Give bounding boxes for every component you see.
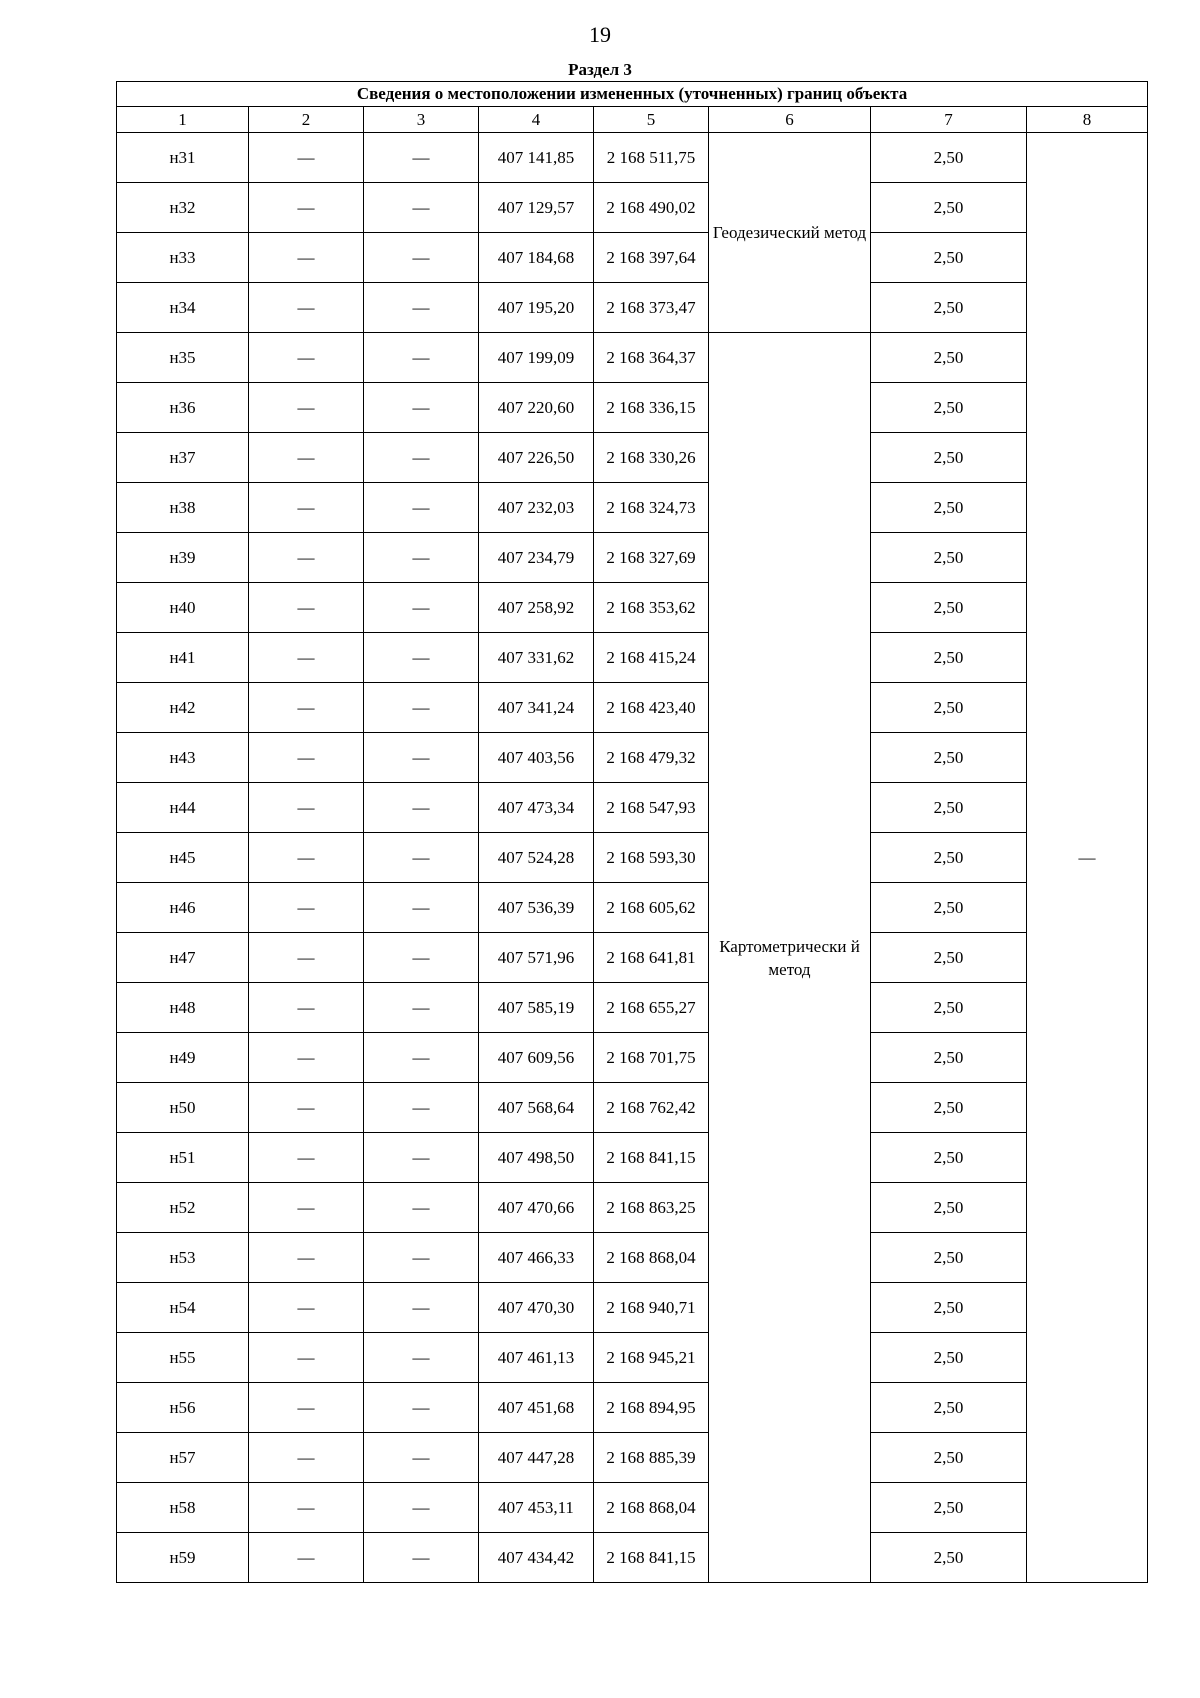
- point-number-cell: н49: [117, 1033, 249, 1083]
- table-row: [117, 833, 1148, 883]
- accuracy-cell: 2,50: [871, 1083, 1027, 1133]
- column-2-cell: —: [249, 183, 364, 233]
- y-coordinate-cell: 2 168 415,24: [594, 633, 709, 683]
- point-number-cell: н57: [117, 1433, 249, 1483]
- table-row: [117, 183, 1148, 233]
- column-3-cell: —: [364, 483, 479, 533]
- accuracy-cell: 2,50: [871, 733, 1027, 783]
- x-coordinate-cell: 407 609,56: [479, 1033, 594, 1083]
- point-number-cell: н48: [117, 983, 249, 1033]
- y-coordinate-cell: 2 168 701,75: [594, 1033, 709, 1083]
- point-number-cell: н50: [117, 1083, 249, 1133]
- y-coordinate-cell: 2 168 423,40: [594, 683, 709, 733]
- x-coordinate-cell: 407 451,68: [479, 1383, 594, 1433]
- column-2-cell: —: [249, 583, 364, 633]
- column-2-cell: —: [249, 1183, 364, 1233]
- table-row: [117, 233, 1148, 283]
- x-coordinate-cell: 407 447,28: [479, 1433, 594, 1483]
- y-coordinate-cell: 2 168 353,62: [594, 583, 709, 633]
- method-cartometric-cell: Картометрически й метод: [709, 333, 871, 1583]
- point-number-cell: н59: [117, 1533, 249, 1583]
- x-coordinate-cell: 407 129,57: [479, 183, 594, 233]
- point-number-cell: н36: [117, 383, 249, 433]
- column-2-cell: —: [249, 383, 364, 433]
- y-coordinate-cell: 2 168 547,93: [594, 783, 709, 833]
- x-coordinate-cell: 407 220,60: [479, 383, 594, 433]
- accuracy-cell: 2,50: [871, 1233, 1027, 1283]
- column-2-cell: —: [249, 1133, 364, 1183]
- column-number: 5: [594, 107, 709, 133]
- y-coordinate-cell: 2 168 490,02: [594, 183, 709, 233]
- y-coordinate-cell: 2 168 641,81: [594, 933, 709, 983]
- column-2-cell: —: [249, 1433, 364, 1483]
- column-3-cell: —: [364, 683, 479, 733]
- y-coordinate-cell: 2 168 841,15: [594, 1533, 709, 1583]
- column-3-cell: —: [364, 933, 479, 983]
- x-coordinate-cell: 407 571,96: [479, 933, 594, 983]
- table-row: [117, 1333, 1148, 1383]
- column-2-cell: —: [249, 1033, 364, 1083]
- point-number-cell: н38: [117, 483, 249, 533]
- table-row: [117, 1183, 1148, 1233]
- accuracy-cell: 2,50: [871, 133, 1027, 183]
- accuracy-cell: 2,50: [871, 183, 1027, 233]
- accuracy-cell: 2,50: [871, 1433, 1027, 1483]
- x-coordinate-cell: 407 341,24: [479, 683, 594, 733]
- table-row: [117, 633, 1148, 683]
- y-coordinate-cell: 2 168 397,64: [594, 233, 709, 283]
- table-caption: Сведения о местоположении измененных (уточненных) границ объекта: [117, 82, 1148, 107]
- table-row: [117, 683, 1148, 733]
- accuracy-cell: 2,50: [871, 633, 1027, 683]
- table-row: [117, 1033, 1148, 1083]
- column-3-cell: —: [364, 733, 479, 783]
- column-number: 4: [479, 107, 594, 133]
- x-coordinate-cell: 407 498,50: [479, 1133, 594, 1183]
- column-2-cell: —: [249, 483, 364, 533]
- table-row: [117, 583, 1148, 633]
- x-coordinate-cell: 407 461,13: [479, 1333, 594, 1383]
- column-3-cell: —: [364, 1133, 479, 1183]
- column-3-cell: —: [364, 133, 479, 183]
- point-number-cell: н33: [117, 233, 249, 283]
- column-number: 6: [709, 107, 871, 133]
- column-2-cell: —: [249, 1533, 364, 1583]
- column-3-cell: —: [364, 883, 479, 933]
- column-2-cell: —: [249, 983, 364, 1033]
- y-coordinate-cell: 2 168 762,42: [594, 1083, 709, 1133]
- point-number-cell: н39: [117, 533, 249, 583]
- column-number: 2: [249, 107, 364, 133]
- point-number-cell: н43: [117, 733, 249, 783]
- column-3-cell: —: [364, 533, 479, 583]
- accuracy-cell: 2,50: [871, 433, 1027, 483]
- table-row: [117, 333, 1148, 383]
- table-row: [117, 433, 1148, 483]
- point-number-cell: н31: [117, 133, 249, 183]
- table-row: [117, 1233, 1148, 1283]
- point-number-cell: н56: [117, 1383, 249, 1433]
- column-number: 7: [871, 107, 1027, 133]
- y-coordinate-cell: 2 168 868,04: [594, 1233, 709, 1283]
- point-number-cell: н44: [117, 783, 249, 833]
- accuracy-cell: 2,50: [871, 1133, 1027, 1183]
- x-coordinate-cell: 407 466,33: [479, 1233, 594, 1283]
- column-3-cell: —: [364, 1483, 479, 1533]
- column-2-cell: —: [249, 933, 364, 983]
- x-coordinate-cell: 407 258,92: [479, 583, 594, 633]
- column-2-cell: —: [249, 133, 364, 183]
- y-coordinate-cell: 2 168 364,37: [594, 333, 709, 383]
- point-number-cell: н37: [117, 433, 249, 483]
- column-3-cell: —: [364, 983, 479, 1033]
- column-3-cell: —: [364, 1233, 479, 1283]
- column-3-cell: —: [364, 1033, 479, 1083]
- point-number-cell: н32: [117, 183, 249, 233]
- y-coordinate-cell: 2 168 841,15: [594, 1133, 709, 1183]
- column-3-cell: —: [364, 1433, 479, 1483]
- x-coordinate-cell: 407 232,03: [479, 483, 594, 533]
- accuracy-cell: 2,50: [871, 1383, 1027, 1433]
- accuracy-cell: 2,50: [871, 1183, 1027, 1233]
- table-row: [117, 383, 1148, 433]
- column-3-cell: —: [364, 333, 479, 383]
- column-number-row: [117, 107, 1148, 133]
- y-coordinate-cell: 2 168 479,32: [594, 733, 709, 783]
- x-coordinate-cell: 407 195,20: [479, 283, 594, 333]
- column-2-cell: —: [249, 1333, 364, 1383]
- column-3-cell: —: [364, 383, 479, 433]
- column-3-cell: —: [364, 833, 479, 883]
- column-2-cell: —: [249, 683, 364, 733]
- accuracy-cell: 2,50: [871, 1533, 1027, 1583]
- x-coordinate-cell: 407 226,50: [479, 433, 594, 483]
- column-3-cell: —: [364, 183, 479, 233]
- table-row: [117, 733, 1148, 783]
- column-3-cell: —: [364, 233, 479, 283]
- table-row: [117, 1133, 1148, 1183]
- y-coordinate-cell: 2 168 511,75: [594, 133, 709, 183]
- point-number-cell: н52: [117, 1183, 249, 1233]
- column-number: 3: [364, 107, 479, 133]
- accuracy-cell: 2,50: [871, 1483, 1027, 1533]
- x-coordinate-cell: 407 585,19: [479, 983, 594, 1033]
- x-coordinate-cell: 407 524,28: [479, 833, 594, 883]
- column-2-cell: —: [249, 833, 364, 883]
- column-2-cell: —: [249, 633, 364, 683]
- accuracy-cell: 2,50: [871, 883, 1027, 933]
- y-coordinate-cell: 2 168 336,15: [594, 383, 709, 433]
- y-coordinate-cell: 2 168 593,30: [594, 833, 709, 883]
- accuracy-cell: 2,50: [871, 283, 1027, 333]
- y-coordinate-cell: 2 168 373,47: [594, 283, 709, 333]
- column-2-cell: —: [249, 1233, 364, 1283]
- column-number: 8: [1027, 107, 1148, 133]
- point-number-cell: н42: [117, 683, 249, 733]
- accuracy-cell: 2,50: [871, 583, 1027, 633]
- column-2-cell: —: [249, 733, 364, 783]
- x-coordinate-cell: 407 434,42: [479, 1533, 594, 1583]
- table-row: [117, 933, 1148, 983]
- x-coordinate-cell: 407 536,39: [479, 883, 594, 933]
- table-row: [117, 533, 1148, 583]
- accuracy-cell: 2,50: [871, 483, 1027, 533]
- point-number-cell: н58: [117, 1483, 249, 1533]
- accuracy-cell: 2,50: [871, 1333, 1027, 1383]
- accuracy-cell: 2,50: [871, 833, 1027, 883]
- point-number-cell: н54: [117, 1283, 249, 1333]
- x-coordinate-cell: 407 473,34: [479, 783, 594, 833]
- x-coordinate-cell: 407 331,62: [479, 633, 594, 683]
- column-2-cell: —: [249, 333, 364, 383]
- table-row: [117, 1283, 1148, 1333]
- point-number-cell: н46: [117, 883, 249, 933]
- column-2-cell: —: [249, 1483, 364, 1533]
- accuracy-cell: 2,50: [871, 383, 1027, 433]
- column-3-cell: —: [364, 583, 479, 633]
- column-3-cell: —: [364, 433, 479, 483]
- table-row: [117, 1383, 1148, 1433]
- table-row: [117, 133, 1148, 183]
- point-number-cell: н51: [117, 1133, 249, 1183]
- point-number-cell: н53: [117, 1233, 249, 1283]
- y-coordinate-cell: 2 168 605,62: [594, 883, 709, 933]
- column-2-cell: —: [249, 233, 364, 283]
- column-2-cell: —: [249, 533, 364, 583]
- x-coordinate-cell: 407 199,09: [479, 333, 594, 383]
- table-row: [117, 783, 1148, 833]
- point-number-cell: н47: [117, 933, 249, 983]
- y-coordinate-cell: 2 168 327,69: [594, 533, 709, 583]
- x-coordinate-cell: 407 141,85: [479, 133, 594, 183]
- table-row: [117, 983, 1148, 1033]
- point-number-cell: н55: [117, 1333, 249, 1383]
- column-3-cell: —: [364, 633, 479, 683]
- x-coordinate-cell: 407 470,66: [479, 1183, 594, 1233]
- accuracy-cell: 2,50: [871, 1033, 1027, 1083]
- y-coordinate-cell: 2 168 655,27: [594, 983, 709, 1033]
- y-coordinate-cell: 2 168 324,73: [594, 483, 709, 533]
- accuracy-cell: 2,50: [871, 983, 1027, 1033]
- y-coordinate-cell: 2 168 894,95: [594, 1383, 709, 1433]
- point-number-cell: н41: [117, 633, 249, 683]
- coordinates-table: [116, 81, 1148, 1583]
- y-coordinate-cell: 2 168 330,26: [594, 433, 709, 483]
- point-number-cell: н34: [117, 283, 249, 333]
- table-row: [117, 283, 1148, 333]
- x-coordinate-cell: 407 403,56: [479, 733, 594, 783]
- table-row: [117, 1483, 1148, 1533]
- accuracy-cell: 2,50: [871, 333, 1027, 383]
- column-2-cell: —: [249, 1283, 364, 1333]
- column-3-cell: —: [364, 1333, 479, 1383]
- point-number-cell: н40: [117, 583, 249, 633]
- table-row: [117, 483, 1148, 533]
- table-row: [117, 1533, 1148, 1583]
- column-2-cell: —: [249, 433, 364, 483]
- column-2-cell: —: [249, 283, 364, 333]
- column-2-cell: —: [249, 883, 364, 933]
- x-coordinate-cell: 407 568,64: [479, 1083, 594, 1133]
- column-3-cell: —: [364, 283, 479, 333]
- column-2-cell: —: [249, 783, 364, 833]
- y-coordinate-cell: 2 168 940,71: [594, 1283, 709, 1333]
- column-8-cell: —: [1027, 133, 1148, 1583]
- y-coordinate-cell: 2 168 945,21: [594, 1333, 709, 1383]
- column-3-cell: —: [364, 1183, 479, 1233]
- accuracy-cell: 2,50: [871, 1283, 1027, 1333]
- accuracy-cell: 2,50: [871, 683, 1027, 733]
- y-coordinate-cell: 2 168 885,39: [594, 1433, 709, 1483]
- column-2-cell: —: [249, 1383, 364, 1433]
- x-coordinate-cell: 407 184,68: [479, 233, 594, 283]
- column-3-cell: —: [364, 1083, 479, 1133]
- column-3-cell: —: [364, 1283, 479, 1333]
- point-number-cell: н35: [117, 333, 249, 383]
- column-2-cell: —: [249, 1083, 364, 1133]
- column-number: 1: [117, 107, 249, 133]
- page-number: 19: [589, 22, 611, 47]
- table-row: [117, 1433, 1148, 1483]
- x-coordinate-cell: 407 234,79: [479, 533, 594, 583]
- accuracy-cell: 2,50: [871, 233, 1027, 283]
- table-row: [117, 1083, 1148, 1133]
- accuracy-cell: 2,50: [871, 783, 1027, 833]
- accuracy-cell: 2,50: [871, 533, 1027, 583]
- x-coordinate-cell: 407 470,30: [479, 1283, 594, 1333]
- column-3-cell: —: [364, 783, 479, 833]
- x-coordinate-cell: 407 453,11: [479, 1483, 594, 1533]
- section-title: Раздел 3: [568, 60, 632, 79]
- y-coordinate-cell: 2 168 868,04: [594, 1483, 709, 1533]
- table-row: [117, 883, 1148, 933]
- accuracy-cell: 2,50: [871, 933, 1027, 983]
- column-3-cell: —: [364, 1383, 479, 1433]
- point-number-cell: н45: [117, 833, 249, 883]
- y-coordinate-cell: 2 168 863,25: [594, 1183, 709, 1233]
- column-3-cell: —: [364, 1533, 479, 1583]
- method-geodetic-cell: Геодезический метод: [709, 133, 871, 333]
